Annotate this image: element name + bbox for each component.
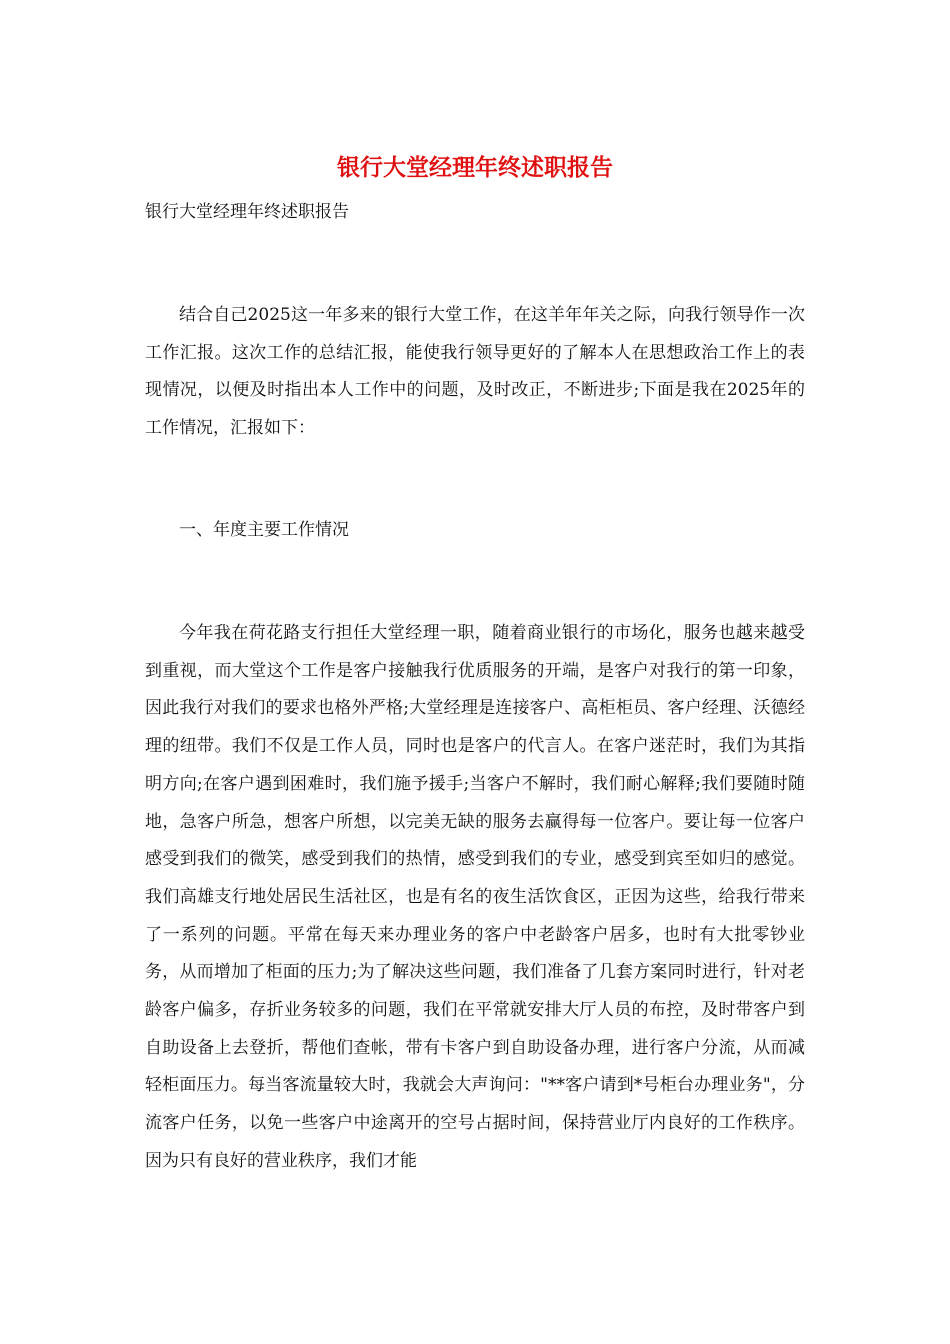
document-subtitle: 银行大堂经理年终述职报告 [145,202,349,222]
document-title: 银行大堂经理年终述职报告 [337,154,613,181]
paragraph-intro: 结合自己2025这一年多来的银行大堂工作，在这羊年年关之际，向我行领导作一次工作汇报。这次工作的总结汇报，能使我行领导更好的了解本人在思想政治工作上的表现情况，以便及时指出本人工作中的问题，及时改正，不断进步;下面是我在2025年的工作情况，汇报如下： [145,305,805,438]
section-heading: 一、年度主要工作情况 [179,520,349,540]
paragraph-work-summary: 今年我在荷花路支行担任大堂经理一职，随着商业银行的市场化，服务也越来越受到重视，而大堂这个工作是客户接触我行优质服务的开端，是客户对我行的第一印象，因此我行对我们的要求也格外严格;大堂经理是连接客户、高柜柜员、客户经理、沃德经理的纽带。我们不仅是工作人员，同时也是客户的代言人。在客户迷茫时，我们为其指明方向;在客户遇到困难时，我们施予援手;当客户不解时，我们耐心解释;我们要随时随地，急客户所急，想客户所想，以完美无缺的服务去赢得每一位客户。要让每一位客户感受到我们的微笑，感受到我们的热情，感受到我们的专业，感受到宾至如归的感觉。我们高雄支行地处居民生活社区，也是有名的夜生活饮食区，正因为这些，给我行带来了一系列的问题。平常在每天来办理业务的客户中老龄客户居多，也时有大批零钞业务，从而增加了柜面的压力;为了解决这些问题，我们准备了几套方案同时进行，针对老龄客户偏多，存折业务较多的问题，我们在平常就安排大厅人员的布控，及时带客户到自助设备上去登折，帮他们查帐，带有卡客户到自助设备办理，进行客户分流，从而减轻柜面压力。每当客流量较大时，我就会大声询问："**客户请到*号柜台办理业务"，分流客户任务，以免一些客户中途离开的空号占据时间，保持营业厅内良好的工作秩序。因为只有良好的营业秩序，我们才能 [145,623,805,1171]
